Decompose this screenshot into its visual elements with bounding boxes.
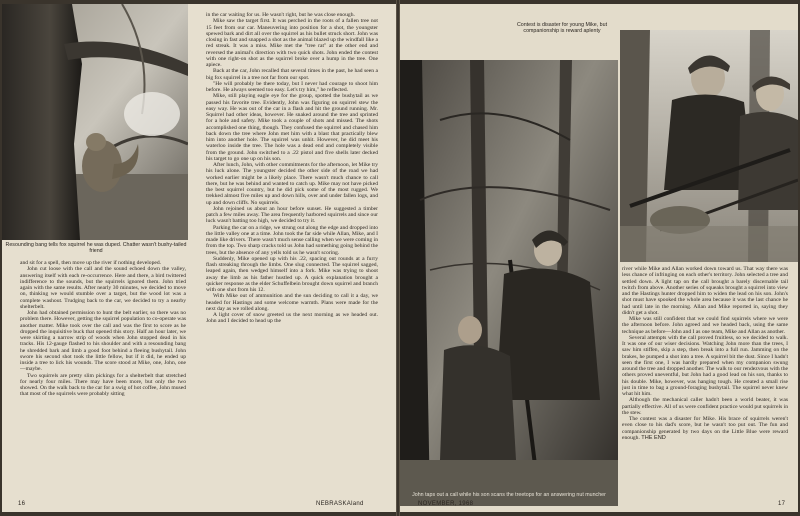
paragraph: Although the mechanical caller hadn't been a world beater, it was partially effective. All of us were confident practice would put squirrels in the stew. [622,397,788,416]
paragraph [622,416,788,441]
paragraph: Parking the car on a ridge, we strung out along the edge and dropped into the little valley one at a time. John took the far side while Allan, Mike, and I made like drivers. There wasn't much sense calling when we were coming in from the top. Two sharp cracks told us John had something going behind the trees, but the absence of any yells told us he wasn't scoring. [206,224,378,256]
paragraph: in the car waiting for us. He wasn't right, but he was close enough. [206,12,355,18]
paragraph: Mike, still playing eagle eye for the group, spotted the bushytail as we passed his favorite tree. Evidently, John was figuring on squirrel stew the easy way. He was out of the car in a flash and hit the ground running. Mr. Squirrel had other ideas, however. He snaked around the tree and sprinted for a hole and safety. Mike took a couple of shots and missed. The shots accomplished one thing, though. They confused the squirrel and chased him back down the tree where John met him with a blast that practically blew him into another hole. The squirrel was unhit. However, he did meet his waterloo inside the tree. The hole was a dead end and completely visible from the ground. John switched to a .22 pistol and five shells later decked his target to go one up on his son. [206,93,378,162]
left-column-2 [206,12,378,500]
paragraph: Mike was still confident that we could find squirrels where we were the afternoon before. John agreed and we headed back, using the same technique as before—John and I as one team, Mike and Allan as another. [622,316,788,335]
paragraph: A light cover of snow greeted us the next morning as we headed out. John and I decided to head up the [206,312,378,325]
paragraph: Suddenly, Mike opened up with his .22, spacing out rounds at a furry flash streaking through the limbs. One slug connected. The squirrel sagged, leaped again, then wedged himself into a fork. Mike was trying to shoot away the limb as his father hustled up. A quick explanation brought a quicker response as the elder Schuffelbein brought down squirrel and branch with one shot from his 12. [206,255,378,293]
paragraph: After lunch, John, with other commitments for the afternoon, let Mike try his luck alone. The youngster decided the other side of the road we had worked earlier might be a likely place. There wasn't much chance to call there, but he was behind and wanted to catch up. Mike may not have picked the best squirrel country, but he did pick some of the most rugged. We trekked almost five miles up and down hills, over and under fallen logs, and up and down cliffs. No squirrels. [206,162,378,206]
fox-squirrel-photo [2,4,188,240]
hunters-portrait-photo [620,30,798,262]
right-page [400,4,798,512]
paragraph: John had obtained permission to hunt the belt earlier, so there was no problem there. However, getting the squirrel population to co-operate was another matter. Mike took over the call and was the first to score as he dropped the inquisitive buck that opened this story. Half an hour later, we were skirting a narrow strip of woods when John stopped dead in his tracks. His 12-gauge flashed to his shoulder and with a resounding bang he shredded bark and limb a good foot behind a fleeing bushytail. John swore his second shot took the little fellow, but if it did, he ended up inside a tree to lick his wounds. The score stood at Mike, one, John, one—maybe. [20,310,186,373]
calling-hunters-photo [400,60,618,506]
page-number-right: 17 [778,501,786,507]
bottom-photo-caption: John taps out a call while his son scans the treetops for an answering nut muncher [412,492,606,498]
left-column-1 [20,260,186,500]
paragraph-text: The contest was a disaster for Mike. His brace of squirrels weren't even close to his dad's score, but he wasn't too put out. The fun and companionship generated by two days on the Little Blue were reward enough. [622,416,788,441]
paragraph: John cut loose with the call and the sound echoed down the valley, answering itself with each re-occurrence. Here and there, a bird twittered indifference to the sounds, but the squirrels ignored them. John tried again with the same results. After nearly 30 minutes, we decided to move on, thinking we would stumble over a target, but the wood lot was a complete washout. Trudging back to the car, we decided to try a nearby shelterbelt. [20,266,186,310]
paragraph: Several attempts with the call proved fruitless, so we decided to walk. It was one of our wiser decisions. Watching John more than the trees, I saw him stiffen, skip a step, then break into a full run. Jamming on the brakes, he pumped a shot into a tree. A squirrel bit the dust. Since I hadn't seen the first one, I was hardly prepared when my companion swung around the tree and dropped another. The walk to our rendezvous with the others proved uneventful, but John had a good lead on his son, thanks to his double. Mike, however, was hanging tough. He created a small rise just in time to bag a ground-foraging bushytail. The squirrel never knew what hit him. [622,334,788,397]
paragraph: John rejoined us about an hour before sunset. He suggested a timber patch a few miles away. The area frequently harbored squirrels and since our luck wasn't batting too high, we decided to try it. [206,205,378,225]
left-page [2,4,396,512]
left-photo-caption: Resounding bang tells fox squirrel he was duped. Chatter wasn't bushy-tailed friend [5,242,187,255]
paragraph: "He will probably be there today, but I never had courage to shoot him before. He always seemed too easy. Let's try him," he reflected. [206,80,378,93]
paragraph: Mike saw the target first. It was perched in the roots of a fallen tree not 15 feet from our car. Maneuvering into position for a shot, the youngster spewed bark and dirt all over the squirrel as his bullet struck short. John was closing in fast and snapped a shot as the animal blazed up the windfall like a red streak. It was a miss. Mike met the "tree rat" at the other end and reversed the animal's direction with two quick shots. John ended the contest with one right-on shot as the squirrel broke over a hump in the tree. One apiece. [206,18,378,68]
paragraph: Two squirrels are pretty slim pickings for a shelterbelt that stretched for nearly four miles. There may have been more, but only the two showed. On the walk back to the car for a swig of hot coffee, John mused that most of the squirrels were probably sitting [20,372,186,398]
paragraph: Back at the car, John recalled that several times in the past, he had seen a big fox squirrel in a tree not far from our spot. [206,68,378,81]
page-number-left: 16 [18,501,26,507]
issue-date: NOVEMBER, 1968 [418,501,474,507]
paragraph: and sit for a spell, then move up the river if nothing developed. [20,260,162,266]
the-end-marker: THE END [641,434,666,441]
paragraph: With Mike out of ammunition and the sun deciding to call it a day, we headed for Hastings and some welcome warmth. Plans were made for the next day as we rolled along. [206,293,378,312]
right-column [622,266,788,502]
paragraph: river while Mike and Allan worked down toward us. That way there was less chance of infringing on each other's territory. John selected a tree and settled down. A light tap on the call brought a barely discernable tail twitch from above. Another series of squeaks brought a squirrel into view and the Hastings hunter dropped him to widen the lead on his son. John's shot must have spooked the whole area because it was the last chance he had until late in the morning. Allan and Mike reported in, saying they didn't get a shot. [622,266,788,316]
magazine-name: NEBRASKAland [316,501,364,507]
top-photo-caption: Contest is disaster for young Mike, but companionship is reward aplenty [516,22,608,35]
